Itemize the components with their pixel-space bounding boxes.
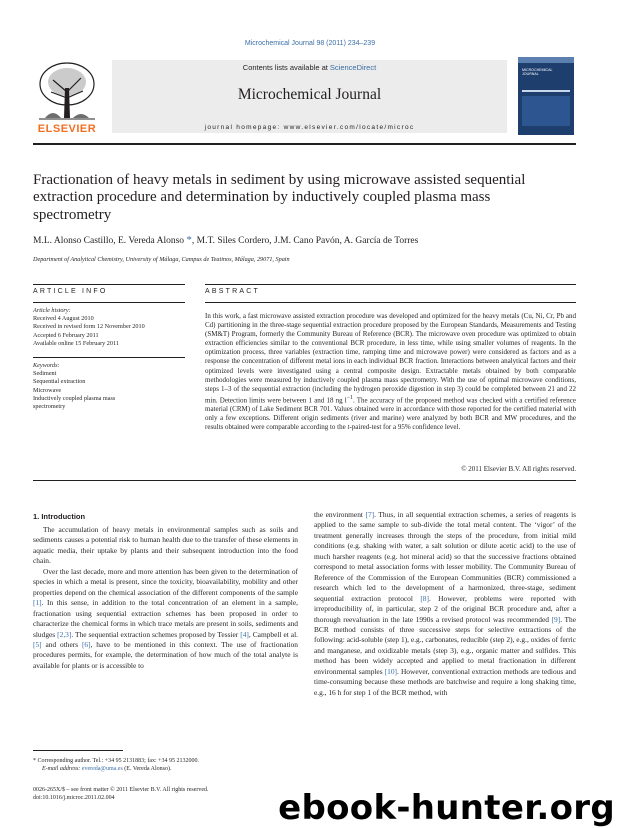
abstract-text-3: -paired-test for a 95% confidence level. — [349, 423, 461, 432]
email-owner: (E. Vereda Alonso). — [122, 766, 172, 772]
article-info-heading: ARTICLE INFO — [33, 288, 108, 295]
history-label: Article history: — [33, 307, 71, 314]
footnote-email-line — [33, 765, 298, 773]
corresponding-footnote — [33, 757, 298, 773]
intro-text: . However, conventional extraction methods are tedious and time-consuming because these methods are batchwise and require a long shaking time, e.g., 16 h for step 1 of the BCR method, with — [314, 666, 576, 697]
intro-text: . The sequential extraction schemes proposed by Tessier — [71, 629, 241, 639]
issn-line: 0026-265X/$ – see front matter © 2011 Elsevier B.V. All rights reserved. — [33, 787, 209, 793]
citation-link[interactable]: [1] — [33, 598, 42, 608]
authors-first: M.L. Alonso Castillo, E. Vereda Alonso — [33, 236, 185, 246]
elsevier-wordmark: ELSEVIER — [37, 123, 97, 135]
contents-line — [112, 63, 507, 72]
header-rule — [33, 143, 576, 145]
citation-link[interactable]: [10] — [384, 666, 398, 676]
cover-graphic — [522, 96, 570, 126]
journal-homepage — [112, 124, 507, 131]
citation-link[interactable]: [5] — [33, 639, 42, 649]
article-title: Fractionation of heavy metals in sediment by using microwave assisted sequential extraction procedure and determination by inductively coupled plasma mass spectrometry — [33, 172, 526, 223]
intro-paragraph-1: The accumulation of heavy metals in environmental samples such as soils and sediments causes a potential risk to human health due to the transfer of these elements in aquatic media, their uptake by plants and their subsequent introduction into the food chain. — [33, 525, 298, 566]
unit-superscript: −1 — [346, 394, 353, 401]
keyword-item: Microwave — [33, 386, 62, 394]
watermark-text: ebook-hunter.org — [278, 788, 615, 828]
introduction-right-column — [314, 510, 576, 754]
cover-top-band — [518, 57, 574, 63]
abstract-bottom-rule — [33, 480, 576, 481]
keyword-item: Inductively coupled plasma mass — [33, 394, 116, 402]
doi-line[interactable]: doi:10.1016/j.microc.2011.02.004 — [33, 795, 115, 801]
abstract-heading-rule — [205, 302, 576, 303]
keywords-label: Keywords: — [33, 362, 60, 369]
intro-text: the environment — [314, 510, 366, 519]
citation-link[interactable]: [4] — [240, 629, 249, 639]
history-online: Available online 15 February 2011 — [33, 339, 119, 347]
contents-prefix: Contents lists available at — [242, 63, 330, 72]
homepage-prefix: journal homepage: — [204, 124, 284, 131]
intro-text: , have to be mentioned in this context. The use of fractionation procedures permits, for example, the determination of how much of the total analyte is available for plants or is accessible to — [33, 639, 298, 670]
keyword-item: Sediment — [33, 370, 57, 377]
history-revised: Received in revised form 12 November 2010 — [33, 323, 145, 331]
t-test-symbol: t — [347, 423, 350, 432]
footnote-mark: * — [33, 758, 36, 764]
author-list — [33, 234, 593, 246]
email-link[interactable]: evereda@uma.es — [81, 766, 123, 772]
article-info-bottom-rule — [33, 302, 185, 303]
introduction-heading: 1. Introduction — [33, 512, 86, 521]
abstract-text-2: . The accuracy of the proposed method was checked with a certified reference material (CRM) of Lake Sediment BCR 701. Values obtained were in accordance with those reported for the certified material with only a few exceptions. Different origin sediments (river and marine) were analyzed by both BCR and MW procedures, and the results obtained were comparable according to the — [205, 396, 576, 432]
introduction-left-column — [33, 525, 298, 730]
history-received: Received 4 August 2010 — [33, 315, 94, 322]
keywords-list — [33, 370, 183, 411]
citation-link[interactable]: [7] — [365, 510, 375, 519]
intro-text: Over the last decade, more and more attention has been given to the determination of species in which a metal is present, since the toxicity, bioavailability, mobility and other properties depend on the chemical association of the different components of the sample — [33, 566, 298, 597]
footnote-rule — [33, 750, 123, 751]
homepage-link[interactable]: www.elsevier.com/locate/microc — [283, 124, 415, 131]
citation-link[interactable]: [9] — [551, 614, 561, 624]
article-info-top-rule — [33, 284, 185, 285]
intro-paragraph-3 — [314, 510, 576, 698]
abstract-top-rule — [205, 284, 576, 285]
keywords-rule — [33, 357, 185, 358]
citation-link[interactable]: [6] — [81, 639, 91, 649]
citation-link[interactable]: [8] — [420, 593, 429, 603]
history-list — [33, 315, 183, 348]
intro-text: . Thus, in all sequential extraction schemes, a series of reagents is applied to the same sample to sub-divide the total metal content. The ‘vigor’ of the treatment generally increases through the steps of the procedure, from initial mild conditions (e.g. shaking with water, a salt solution or dilute acetic acid) to the use of much harsher reagents (e.g. hot mineral acid) so that the successive fractions obtained correspond to metal association forms with lesser mobility. The Community Bureau of Reference of the Commission of the European Communities (BCR) commissioned a research which led to the development of a harmonized, three-stage, sediment sequential extraction protocol — [314, 510, 576, 603]
intro-text: . The BCR method consists of three successive steps for selective extractions of the following: acid-soluble (step 1), e.g., carbonates, reducible (step 2), e.g., oxides of ferric and manganese, and oxidizable metals (step 3), e.g., organic matter and sulfides. This method has been widely accepted and applied to metal fractionation in different environmental samples — [314, 614, 576, 676]
affiliation: Department of Analytical Chemistry, University of Málaga, Campus de Teatinos, Málaga, 29071, Spain — [33, 256, 290, 263]
keyword-item: Sequential extraction — [33, 378, 86, 386]
journal-title: Microchemical Journal — [237, 86, 382, 103]
abstract-body — [205, 312, 576, 433]
intro-text: , Campbell et al. — [248, 629, 298, 639]
abstract-text-1: In this work, a fast microwave assisted extraction procedure was developed and optimized for the heavy metals (Cu, Ni, Cr, Pb and Cd) partitioning in the three-stage sequential extraction procedure proposed by the European Standards, Measurements and Testing (SM&T) Program, formerly the Community Bureau of Reference (BCR). The microwave oven procedure was optimized to obtain extraction efficiencies similar to the conventional BCR procedure, in less time, while using smaller volumes of reagents. In the optimization process, three variables (extraction time, ramping time and microwave power) were considered as factors and as a response the concentration of different metal ions in each individual BCR fraction. Interactions between analytical factors and their optimized levels were investigated using a central composite design. Extractable metals obtained by both comparable methodologies were measured by inductively coupled plasma mass spectrometry. With the use of optimal microwave conditions, steps 1–3 of the sequential extraction (including the hydrogen peroxide digestion in step 3) could be completed between 21 and 22 min. Detection limits were between 1 and 18 ng l — [205, 312, 576, 405]
keyword-item: spectrometry — [33, 403, 66, 411]
history-accepted: Accepted 6 February 2011 — [33, 331, 99, 339]
intro-text: . In this sense, in addition to the total concentration of an element in a sample, fractionation using sequential extraction schemes has been proposed in order to characterize the chemical forms in which trace metals are present in soils, sediments and sludges — [33, 598, 298, 639]
email-label: E-mail address: — [42, 766, 82, 772]
abstract-heading: ABSTRACT — [205, 288, 260, 295]
intro-paragraph-2 — [33, 567, 298, 672]
cover-title: MICROCHEMICAL JOURNAL — [522, 68, 553, 77]
authors-rest: , M.T. Siles Cordero, J.M. Cano Pavón, A. García de Torres — [191, 236, 419, 246]
citation-link[interactable]: [2,3] — [57, 629, 72, 639]
journal-reference[interactable]: Microchemical Journal 98 (2011) 234–239 — [244, 40, 376, 47]
cover-divider — [522, 90, 570, 92]
intro-text: . However, problems were reported with irreproducibility of, in particular, step 2 of the original BCR procedure and, after a thorough reevaluation in the late 1990s a revised protocol was recommended — [314, 593, 576, 624]
abstract-copyright: © 2011 Elsevier B.V. All rights reserved. — [461, 465, 576, 473]
corresponding-author-mark[interactable]: * — [186, 234, 192, 246]
footnote-contact: Corresponding author. Tel.: +34 95 2131883; fax: +34 95 2132000. — [36, 758, 200, 764]
sciencedirect-link[interactable]: ScienceDirect — [329, 63, 377, 72]
intro-text: and others — [41, 639, 82, 649]
footnote-contact-line — [33, 757, 298, 765]
